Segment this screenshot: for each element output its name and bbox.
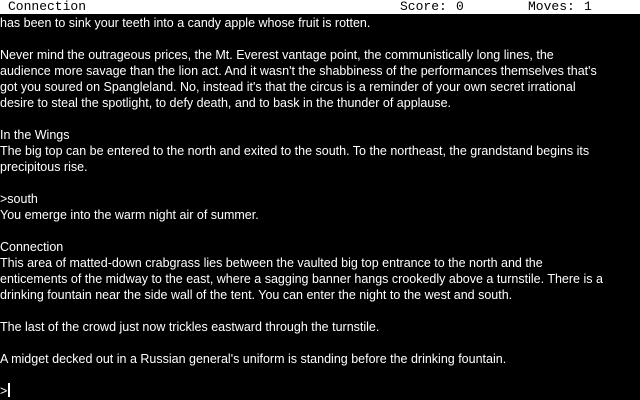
blank-line xyxy=(0,303,636,319)
game-transcript xyxy=(0,15,636,367)
command-response: You emerge into the warm night air of summer. xyxy=(0,208,259,222)
transcript-line: A midget decked out in a Russian general's uniform is standing before the drinking fountain. xyxy=(0,352,507,366)
room-title: Connection xyxy=(0,240,64,254)
transcript-line: got you soured on Spangleland. No, instead it's that the circus is a reminder of your own secret irrational xyxy=(0,80,576,94)
moves-value: 1 xyxy=(584,0,592,14)
moves-label: Moves: xyxy=(528,0,575,14)
blank-line xyxy=(0,335,636,351)
room-title: In the Wings xyxy=(0,128,70,142)
room-description-line: drinking fountain near the side wall of the tent. You can enter the night to the west and south. xyxy=(0,288,513,302)
score-label: Score: xyxy=(400,0,447,14)
transcript-line: audience more savage than the lion act. And it wasn't the shabbiness of the performances themselves that's xyxy=(0,64,597,78)
status-location: Connection xyxy=(8,0,87,14)
room-description-line: enticements of the midway to the east, where a sagging banner hangs crookedly above a turnstile. There is a xyxy=(0,272,603,286)
transcript-line: desire to steal the spotlight, to defy death, and to bask in the thunder of applause. xyxy=(0,96,452,110)
transcript-line: has been to sink your teeth into a candy apple whose fruit is rotten. xyxy=(0,16,371,30)
blank-line xyxy=(0,175,636,191)
score-value: 0 xyxy=(456,0,464,14)
prompt-symbol: > xyxy=(0,384,8,398)
blank-line xyxy=(0,31,636,47)
room-description-line: This area of matted-down crabgrass lies between the vaulted big top entrance to the north and the xyxy=(0,256,543,270)
room-description-line: The big top can be entered to the north and exited to the south. To the northeast, the grandstand begins its xyxy=(0,144,590,158)
transcript-line: Never mind the outrageous prices, the Mt. Everest vantage point, the communistically long lines, the xyxy=(0,48,554,62)
transcript-line: The last of the crowd just now trickles eastward through the turnstile. xyxy=(0,320,380,334)
blank-line xyxy=(0,223,636,239)
blank-line xyxy=(0,111,636,127)
player-command: >south xyxy=(0,192,38,206)
command-input-line[interactable] xyxy=(0,383,10,399)
status-bar xyxy=(0,0,640,14)
text-cursor xyxy=(8,383,10,397)
room-description-line: precipitous rise. xyxy=(0,160,88,174)
